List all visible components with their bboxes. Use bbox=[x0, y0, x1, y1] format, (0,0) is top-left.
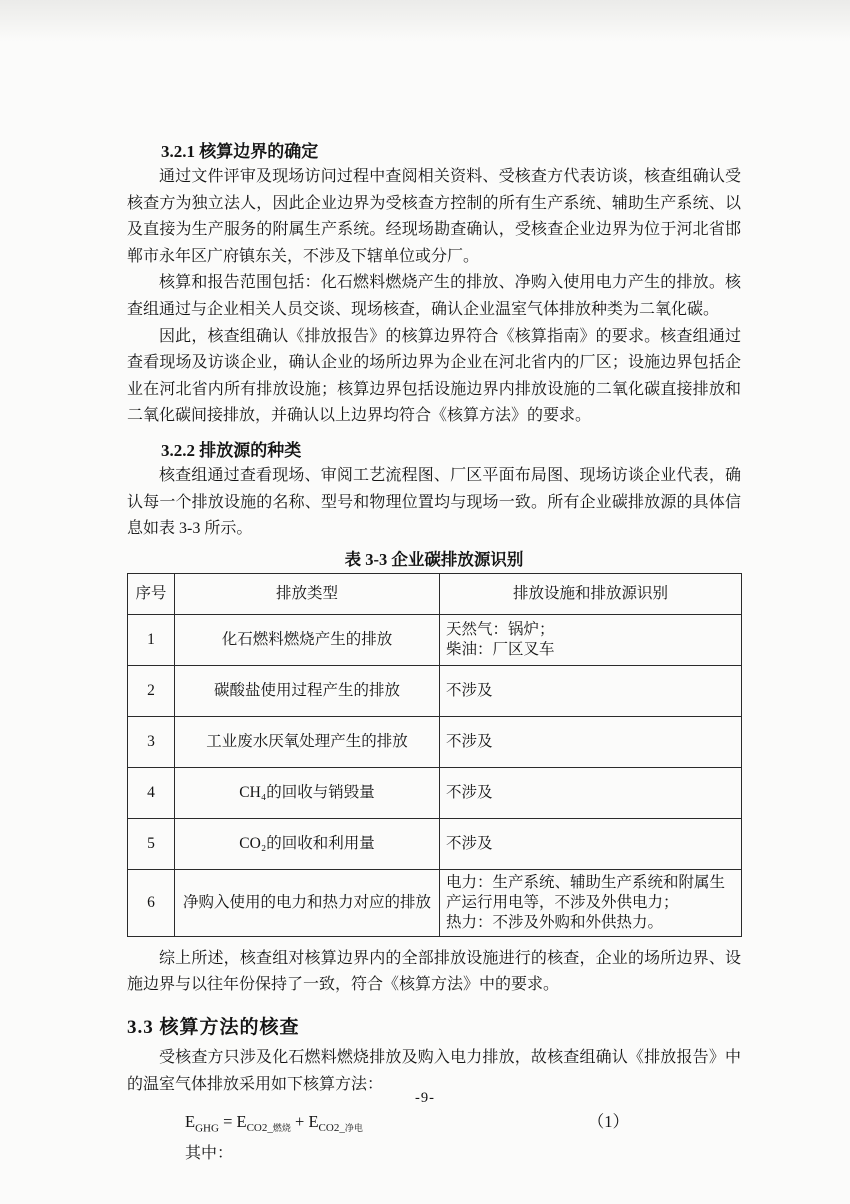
cell-type: 碳酸盐使用过程产生的排放 bbox=[175, 665, 440, 716]
header-cell-identification: 排放设施和排放源识别 bbox=[440, 573, 742, 614]
cell-type: 净购入使用的电力和热力对应的排放 bbox=[175, 869, 440, 936]
formula-number: （1） bbox=[587, 1112, 629, 1132]
cell-line: 天然气：锅炉； bbox=[446, 620, 555, 638]
cell-identification bbox=[440, 767, 742, 818]
cell-identification bbox=[440, 716, 742, 767]
paragraph-boundary-confirmation: 因此，核查组确认《排放报告》的核算边界符合《核算指南》的要求。核查组通过查看现场及访谈企业，确认企业的场所边界为企业在河北省内的厂区；设施边界包括企业在河北省内所有排放设施；核算边界包括设施边界内排放设施的二氧化碳直接排放和二氧化碳间接排放，并确认以上边界均符合《核算方法》的要求。 bbox=[127, 327, 741, 425]
cell-identification bbox=[440, 818, 742, 869]
formula-row bbox=[127, 1111, 741, 1133]
formula-subscript: GHG bbox=[195, 1122, 219, 1135]
cell-type: 化石燃料燃烧产生的排放 bbox=[175, 614, 440, 665]
cell-type: 工业废水厌氧处理产生的排放 bbox=[175, 716, 440, 767]
paragraph-emission-source-types: 核查组通过查看现场、审阅工艺流程图、厂区平面布局图、现场访谈企业代表，确认每一个排放设施的名称、型号和物理位置均与现场一致。所有企业碳排放源的具体信息如表 3-3 所示。 bbox=[127, 466, 741, 538]
cell-line: 不涉及 bbox=[446, 783, 493, 801]
cell-type: CH₄的回收与销毁量 bbox=[175, 767, 440, 818]
table-row bbox=[128, 665, 742, 716]
heading-3-2-1: 3.2.1 核算边界的确定 bbox=[161, 142, 319, 161]
cell-line: 柴油：厂区叉车 bbox=[446, 640, 555, 658]
table-caption: 表 3-3 企业碳排放源识别 bbox=[344, 549, 524, 569]
formula-ghg-equation: $E_{GHG} = E_{CO2\_燃烧} + E_{CO2\_净电}$ bbox=[185, 1112, 363, 1135]
cell-identification bbox=[440, 614, 742, 665]
table-row bbox=[128, 767, 742, 818]
cell-index: 1 bbox=[128, 614, 175, 665]
cell-index: 4 bbox=[128, 767, 175, 818]
paragraph-method-verification: 受核查方只涉及化石燃料燃烧排放及购入电力排放，故核查组确认《排放报告》中的温室气体排放采用如下核算方法： bbox=[127, 1048, 741, 1093]
table-row bbox=[128, 614, 742, 665]
page-number: -9- bbox=[415, 1090, 435, 1106]
cell-index: 3 bbox=[128, 716, 175, 767]
table-row bbox=[128, 716, 742, 767]
cell-line: 不涉及 bbox=[446, 732, 493, 750]
cell-index: 2 bbox=[128, 665, 175, 716]
whereof-label: 其中： bbox=[185, 1145, 234, 1163]
cell-index: 5 bbox=[128, 818, 175, 869]
table-header-row bbox=[128, 573, 742, 614]
cell-line: 不涉及 bbox=[446, 834, 493, 852]
paragraph-summary: 综上所述，核查组对核算边界内的全部排放设施进行的核查，企业的场所边界、设施边界与以往年份保持了一致，符合《核算方法》中的要求。 bbox=[127, 949, 741, 994]
cell-line: 电力：生产系统、辅助生产系统和附属生产运行用电等，不涉及外供电力； bbox=[446, 873, 726, 911]
formula-subscript: CO2_净电 bbox=[318, 1122, 363, 1135]
page-content bbox=[127, 140, 741, 1166]
cell-line: 热力：不涉及外购和外供热力。 bbox=[446, 913, 664, 931]
scan-shadow-band bbox=[0, 0, 850, 42]
header-cell-index: 序号 bbox=[128, 573, 175, 614]
cell-type: CO₂的回收和利用量 bbox=[175, 818, 440, 869]
formula-subscript: CO2_燃烧 bbox=[246, 1122, 291, 1135]
heading-3-3: 3.3 核算方法的核查 bbox=[127, 1016, 300, 1038]
cell-identification bbox=[440, 869, 742, 936]
cell-index: 6 bbox=[128, 869, 175, 936]
header-cell-type: 排放类型 bbox=[175, 573, 440, 614]
paragraph-reporting-scope: 核算和报告范围包括：化石燃料燃烧产生的排放、净购入使用电力产生的排放。核查组通过与企业相关人员交谈、现场核查，确认企业温室气体排放种类为二氧化碳。 bbox=[127, 274, 741, 318]
cell-identification bbox=[440, 665, 742, 716]
emission-source-table bbox=[127, 573, 742, 937]
table-row bbox=[128, 869, 742, 936]
cell-line: 不涉及 bbox=[446, 681, 493, 699]
heading-3-2-2: 3.2.2 排放源的种类 bbox=[161, 440, 302, 460]
paragraph-boundary-determination: 通过文件评审及现场访问过程中查阅相关资料、受核查方代表访谈，核查组确认受核查方为独立法人，因此企业边界为受核查方控制的所有生产系统、辅助生产系统、以及直接为生产服务的附属生产系统。经现场勘查确认，受核查企业边界为位于河北省邯郸市永年区广府镇东关，不涉及下辖单位或分厂。 bbox=[127, 168, 741, 265]
table-row bbox=[128, 818, 742, 869]
